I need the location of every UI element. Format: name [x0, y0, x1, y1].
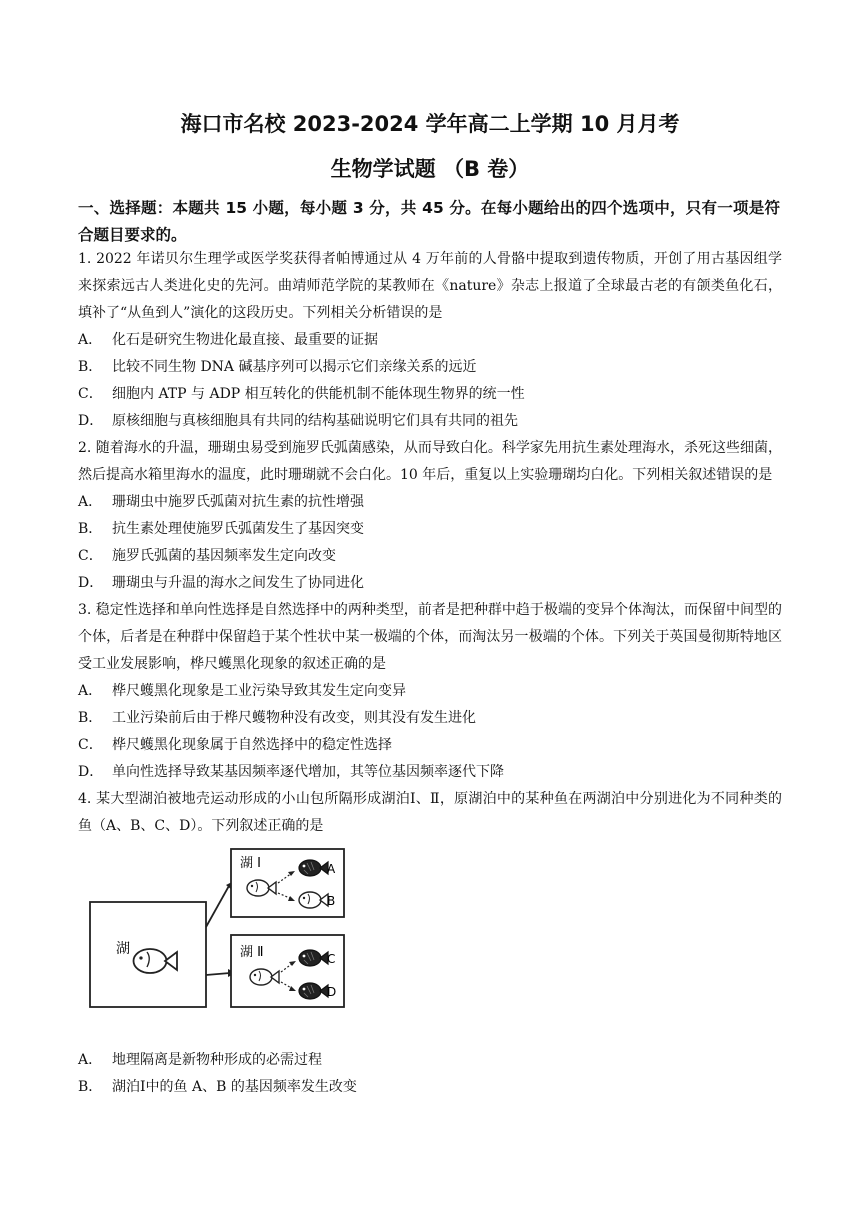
question-1-option-a: A． 化石是研究生物进化最直接、最重要的证据 — [78, 332, 378, 348]
question-1-option-c: C． 细胞内 ATP 与 ADP 相互转化的供能机制不能体现生物界的统一性 — [78, 386, 525, 402]
questions-body — [78, 246, 782, 1017]
question-2-option-c: C． 施罗氏弧菌的基因频率发生定向改变 — [78, 548, 336, 564]
section-heading: 一、选择题：本题共 15 小题，每小题 3 分，共 45 分。在每小题给出的四个选项中，只有一项是符合题目要求的。 — [78, 199, 780, 244]
question-4-options — [78, 1047, 782, 1101]
fish-b-label: B — [327, 894, 336, 908]
exam-subtitle: 生物学试题 （B 卷） — [330, 157, 530, 181]
exam-title: 海口市名校 2023-2024 学年高二上学期 10 月月考 — [180, 112, 680, 136]
question-2-option-d: D． 珊瑚虫与升温的海水之间发生了协同进化 — [78, 575, 364, 591]
lake2-label: 湖 Ⅱ — [240, 945, 264, 960]
lake-label: 湖 — [116, 941, 130, 957]
fish-d-label: D — [327, 985, 337, 999]
question-3-option-a: A． 桦尺蠖黑化现象是工业污染导致其发生定向变异 — [78, 683, 406, 699]
question-3-stem: 3. 稳定性选择和单向性选择是自然选择中的两种类型，前者是把种群中趋于极端的变异个体淘汰，而保留中间型的个体，后者是在种群中保留趋于某个性状中某一极端的个体，而淘汰另一极端的个体。下列关于英国曼彻斯特地区受工业发展影响，桦尺蠖黑化现象的叙述正确的是 — [78, 602, 782, 672]
question-3-option-d: D． 单向性选择导致某基因频率逐代增加，其等位基因频率逐代下降 — [78, 764, 504, 780]
question-4-option-b: B． 湖泊Ⅰ中的鱼 A、B 的基因频率发生改变 — [78, 1079, 357, 1095]
question-1-stem: 1. 2022 年诺贝尔生理学或医学奖获得者帕博通过从 4 万年前的人骨骼中提取到遗传物质，开创了用古基因组学来探索远古人类进化史的先河。曲靖师范学院的某教师在《nature》杂志上报道了全球最古老的有颌类鱼化石，填补了“从鱼到人”演化的这段历史。下列相关分析错误的是 — [78, 251, 782, 321]
fish-a-label: A — [327, 862, 336, 876]
question-3-option-b: B． 工业污染前后由于桦尺蠖物种没有改变，则其没有发生进化 — [78, 710, 476, 726]
lake1-label: 湖 Ⅰ — [240, 856, 261, 871]
arrow-to-lake1 — [206, 884, 230, 927]
question-1-option-d: D． 原核细胞与真核细胞具有共同的结构基础说明它们具有共同的祖先 — [78, 413, 518, 429]
question-4-stem: 4. 某大型湖泊被地壳运动形成的小山包所隔形成湖泊Ⅰ、Ⅱ，原湖泊中的某种鱼在两湖泊中分别进化为不同种类的鱼（A、B、C、D）。下列叙述正确的是 — [78, 791, 782, 834]
question-2-option-a: A． 珊瑚虫中施罗氏弧菌对抗生素的抗性增强 — [78, 494, 364, 510]
question-1-option-b: B． 比较不同生物 DNA 碱基序列可以揭示它们亲缘关系的远近 — [78, 359, 477, 375]
arrow-to-lake2 — [206, 973, 230, 975]
question-3-option-c: C． 桦尺蠖黑化现象属于自然选择中的稳定性选择 — [78, 737, 392, 753]
question-2-stem: 2. 随着海水的升温，珊瑚虫易受到施罗氏弧菌感染，从而导致白化。科学家先用抗生素处理海水，杀死这些细菌，然后提高水箱里海水的温度，此时珊瑚就不会白化。10 年后，重复以上实验珊瑚均白化。下列相关叙述错误的是 — [78, 440, 782, 483]
question-4-option-a: A． 地理隔离是新物种形成的必需过程 — [78, 1052, 322, 1068]
lake-speciation-figure — [78, 845, 782, 1015]
fish-c-label: C — [327, 952, 336, 966]
lake-diagram — [78, 845, 782, 1015]
question-2-option-b: B． 抗生素处理使施罗氏弧菌发生了基因突变 — [78, 521, 364, 537]
